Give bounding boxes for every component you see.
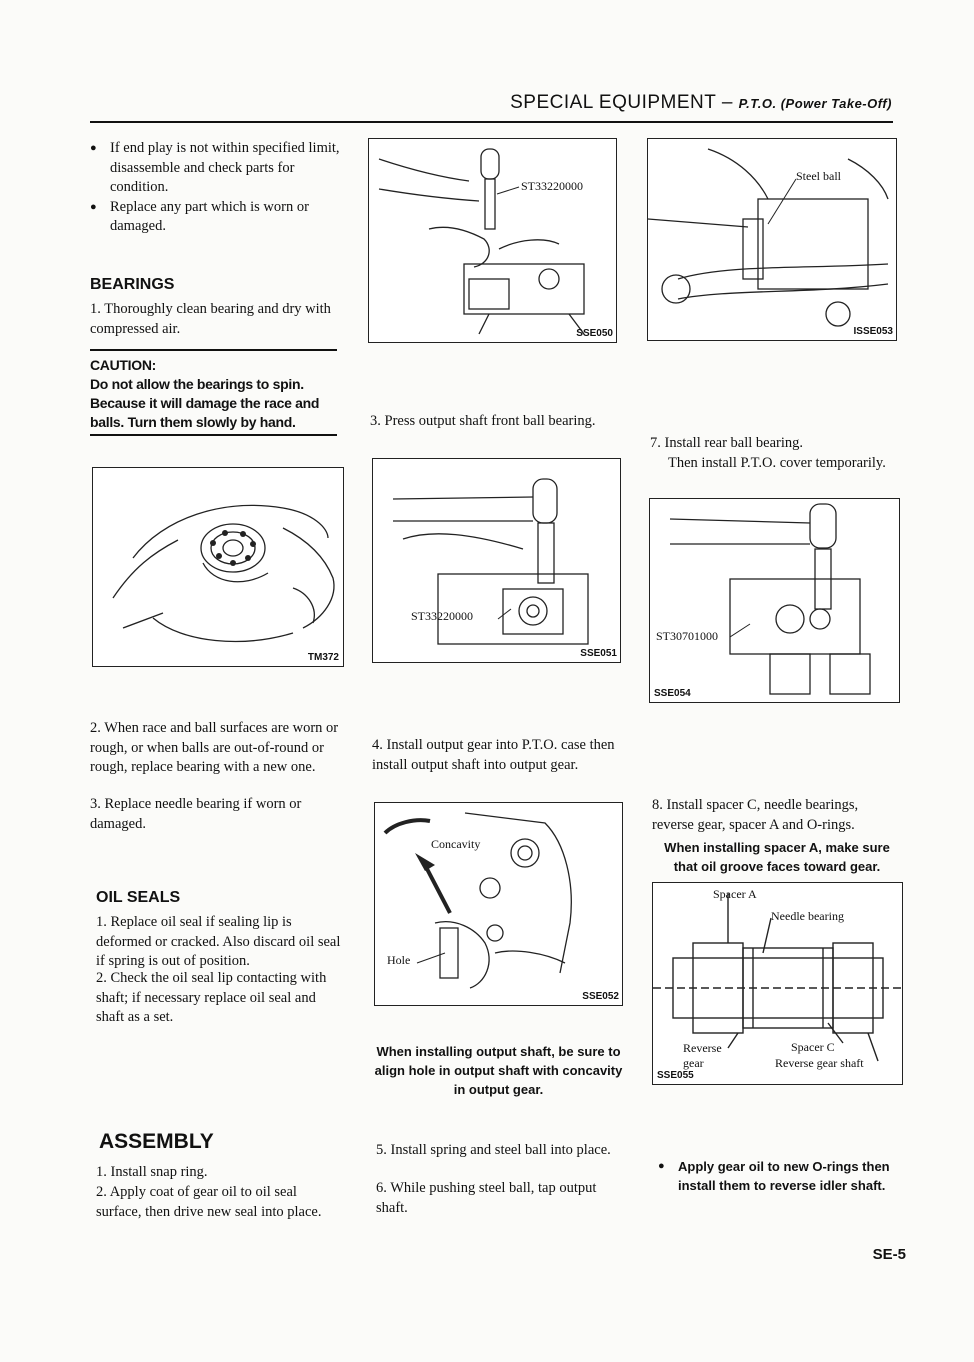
press-bearing-illustration [373,459,620,662]
oil-seals-step-2: 2. Check the oil seal lip contacting with shaft; if necessary replace oil seal and shaft as a set. [96,970,327,1025]
figure-sse055 [652,882,903,1085]
assembly-step-2: 2. Apply coat of gear oil to oil seal surface, then drive new seal into place. [96,1184,322,1220]
oil-seals-heading: OIL SEALS [96,889,181,906]
step-7-title: 7. Install rear ball bearing. [650,435,803,451]
bearings-step-1: 1. Thoroughly clean bearing and dry with compressed air. [90,301,331,337]
hammer-tool-illustration [369,139,616,342]
figure-sse052 [374,802,623,1006]
caution-heading: CAUTION: [90,357,157,373]
bullet-replace: ● Replace any part which is worn or damaged. [90,198,340,237]
header-dash: – [716,92,739,113]
bearing-hands-illustration [93,468,343,666]
bullet-apply-gear-oil: ● Apply gear oil to new O-rings then install them to reverse idler shaft. [658,1157,922,1195]
figure-code: SSE055 [657,1070,694,1081]
step-6: 6. While pushing steel ball, tap output shaft. [376,1180,597,1216]
spacer-c-label: Spacer C [791,1040,835,1054]
tool-label: ST33220000 [521,179,584,193]
figure-code: ISSE053 [853,326,893,337]
output-shaft-note: When installing output shaft, be sure to align hole in output shaft with concavity in output gear. [374,1044,623,1097]
figure-sse054 [649,498,900,703]
reverse-gear-shaft-label: Reverse gear shaft [775,1056,864,1070]
figure-code: SSE050 [576,328,613,339]
tool-label: ST33220000 [411,609,474,623]
caution-rule-top [90,349,337,351]
intro-bullets [90,139,340,237]
figure-sse050 [368,138,617,343]
needle-bearing-label: Needle bearing [771,909,844,923]
steel-ball-label: Steel ball [796,169,841,183]
figure-sse051 [372,458,621,663]
step-8: 8. Install spacer C, needle bearings, reverse gear, spacer A and O-rings. [652,797,859,833]
reverse-label: Reverse [683,1041,722,1055]
caution-rule-bottom [90,434,337,436]
page-header [510,92,892,114]
page-number: SE-5 [872,1246,906,1263]
spacer-a-label: Spacer A [713,887,757,901]
tool-label: ST30701000 [656,629,719,643]
figure-code: SSE052 [582,991,619,1002]
assembly-step-1: 1. Install snap ring. [96,1164,208,1180]
figure-code: SSE054 [654,688,691,699]
header-rule [90,121,893,123]
bearings-step-2: 2. When race and ball surfaces are worn or rough, or when balls are out-of-round or rough, replace bearing with a new one. [90,720,339,775]
step-4: 4. Install output gear into P.T.O. case then install output shaft into output gear. [372,737,615,773]
step-8-note: When installing spacer A, make sure that oil groove faces toward gear. [664,840,890,874]
header-title: SPECIAL EQUIPMENT [510,92,717,113]
bearings-step-3: 3. Replace needle bearing if worn or damaged. [90,796,302,832]
figure-code: SSE051 [580,648,617,659]
step-3: 3. Press output shaft front ball bearing. [370,413,596,429]
figure-tm372 [92,467,344,667]
hole-label: Hole [387,953,411,967]
steel-ball-illustration [648,139,896,340]
oil-seals-step-1: 1. Replace oil seal if sealing lip is deformed or cracked. Also discard oil seal if spring is out of position. [96,914,341,969]
figure-code: TM372 [307,652,339,663]
bearings-heading: BEARINGS [90,276,175,293]
gear-label: gear [683,1056,704,1070]
output-gear-illustration [375,803,622,1005]
step-5: 5. Install spring and steel ball into place. [376,1142,611,1158]
figure-sse053 [647,138,897,341]
step-7-text: Then install P.T.O. cover temporarily. [668,455,886,471]
assembly-heading: ASSEMBLY [99,1130,214,1153]
bullet-end-play: ● If end play is not within specified limit, disassemble and check parts for condition. [90,139,340,198]
concavity-label: Concavity [431,837,481,851]
caution-text: Do not allow the bearings to spin. Because it will damage the race and balls. Turn them slowly by hand. [90,376,320,430]
header-subtitle: P.T.O. (Power Take-Off) [738,96,892,111]
rear-bearing-illustration [650,499,899,702]
